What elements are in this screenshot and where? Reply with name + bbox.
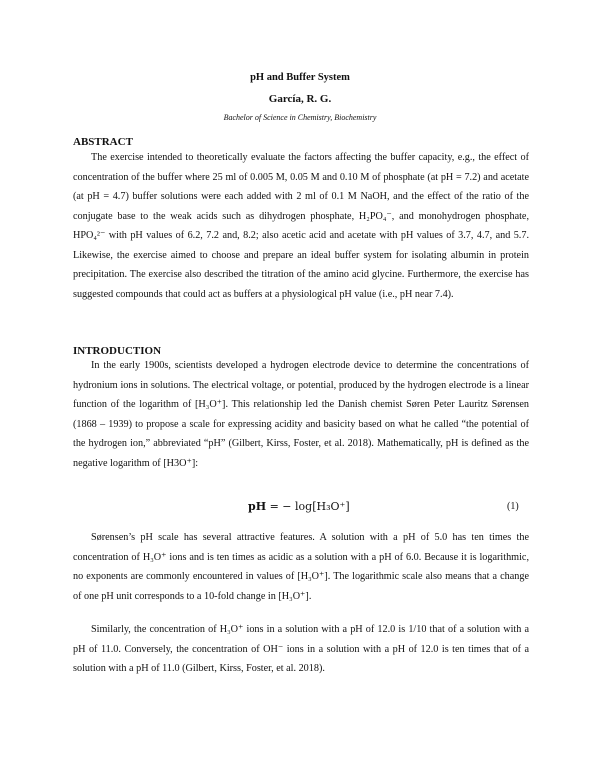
author-name: García, R. G. xyxy=(268,93,332,105)
introduction-heading: INTRODUCTION xyxy=(73,345,162,357)
intro-paragraph-2 xyxy=(73,528,529,606)
equation-number: (1) xyxy=(507,501,519,512)
equation-1 xyxy=(0,498,600,518)
equation-rhs: = − log[H₃O⁺] xyxy=(269,500,350,513)
intro-paragraph-1-text: In the early 1900s, scientists developed a hydrogen electrode device to determine the concentrations of hydronium ions in solutions. The electrical voltage, or potential, produced by the hydrogen electrode is a linear function of the logarithm of [H₃O⁺]. This relationship led the Danish chemist Søren Peter Lauritz Sørensen (1868 – 1939) to propose a scale for expressing acidity and basicity based on what he called “the potential of the hydrogen ion,” abbreviated “pH” (Gilbert, Kirss, Foster, et al. 2018). Mathematically, pH is defined as the negative logarithm of [H3O⁺]: xyxy=(73,360,529,469)
equation-lhs: pH xyxy=(248,500,267,513)
author-affiliation: Bachelor of Science in Chemistry, Biochemistry xyxy=(223,113,377,122)
abstract-text: The exercise intended to theoretically evaluate the factors affecting the buffer capacity, e.g., the effect of concentration of the buffer where 25 ml of 0.005 M, 0.05 M and 0.10 M of phosphate (at pH = 7.2) and acetate (at pH = 4.7) buffer solutions were each added with 2 ml of 0.1 M NaOH, and the effect of the ratio of the conjugate base to the weak acids such as dihydrogen phosphate, H₂PO₄⁻, and monohydrogen phosphate, HPO₄²⁻ with pH values of 6.2, 7.2 and, 8.2; also acetic acid and acetate with pH values of 3.7, 4.7, and 5.7. Likewise, the exercise aimed to choose and prepare an ideal buffer system for isolating albumin in protein precipitation. The exercise also described the titration of the amino acid glycine. Furthermore, the exercise has suggested compounds that could act as buffers at a physiological pH value (i.e., pH near 7.4). xyxy=(73,152,529,300)
intro-paragraph-1 xyxy=(73,356,529,473)
abstract-heading: ABSTRACT xyxy=(73,136,133,148)
intro-paragraph-2-text: Sørensen’s pH scale has several attractive features. A solution with a pH of 5.0 has ten times the concentration of H₃O⁺ ions and is ten times as acidic as a solution with a pH of 6.0. Because it is logarithmic, no exponents are commonly encountered in values of [H₃O⁺]. The logarithmic scale also means that a change of one pH unit corresponds to a 10-fold change in [H₃O⁺]. xyxy=(73,532,529,602)
paper-title: pH and Buffer System xyxy=(250,72,350,83)
intro-paragraph-3-text: Similarly, the concentration of H₃O⁺ ions in a solution with a pH of 12.0 is 1/10 that of a solution with a pH of 11.0. Conversely, the concentration of OH⁻ ions in a solution with a pH of 12.0 is ten times that of a solution with a pH of 11.0 (Gilbert, Kirss, Foster, et al. 2018). xyxy=(73,624,529,674)
equation-expression xyxy=(248,500,350,513)
abstract-paragraph xyxy=(73,148,529,304)
intro-paragraph-3 xyxy=(73,620,529,679)
